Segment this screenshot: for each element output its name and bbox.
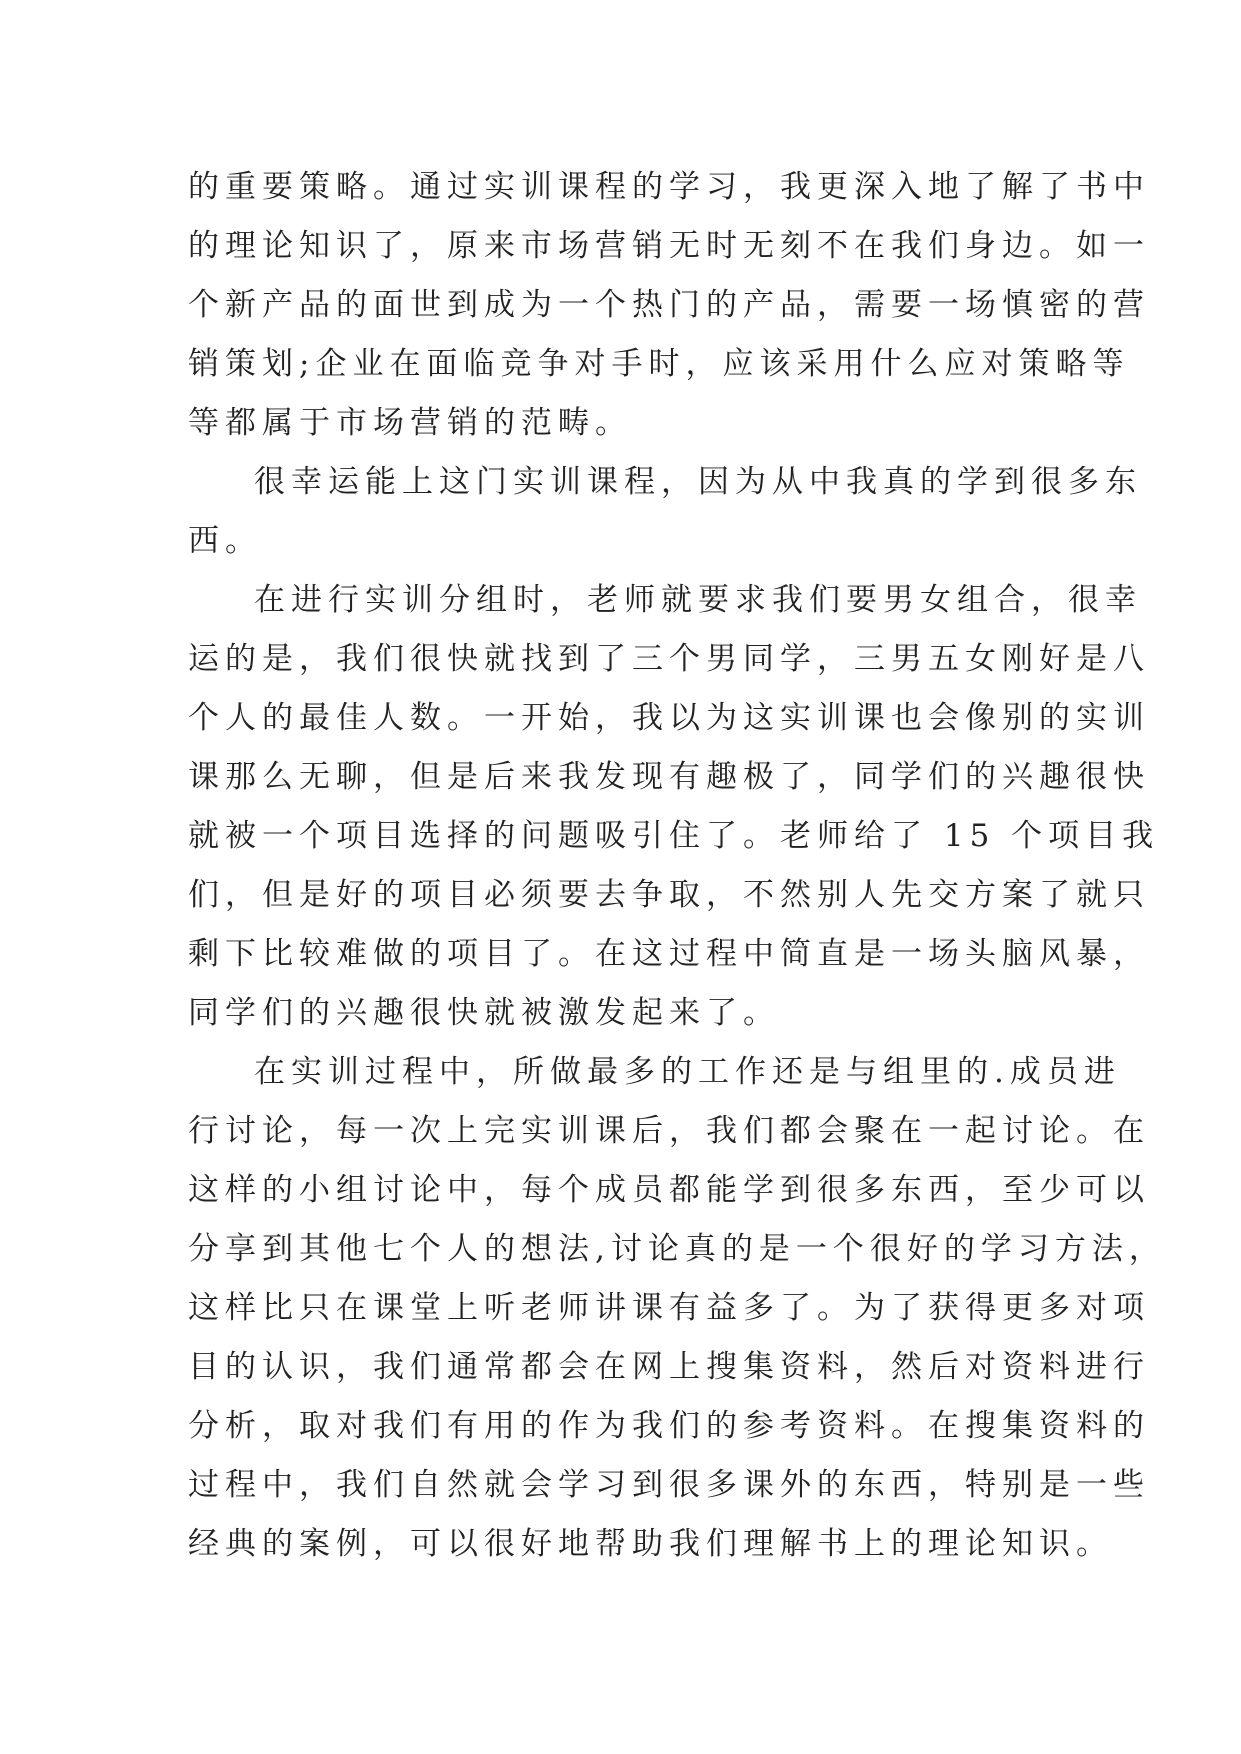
text-line-10: 个人的最佳人数。一开始，我以为这实训课也会像别的实训 — [188, 700, 1150, 736]
text-line-17: 行讨论，每一次上完实训课后，我们都会聚在一起讨论。在 — [188, 1113, 1150, 1149]
text-line-3: 个新产品的面世到成为一个热门的产品，需要一场慎密的营 — [188, 287, 1150, 323]
text-line-8: 在进行实训分组时，老师就要求我们要男女组合，很幸 — [254, 582, 1142, 618]
text-line-15: 同学们的兴趣很快就被激发起来了。 — [188, 995, 780, 1031]
text-line-22: 分析，取对我们有用的作为我们的参考资料。在搜集资料的 — [188, 1408, 1150, 1444]
text-line-2: 的理论知识了，原来市场营销无时无刻不在我们身边。如一 — [188, 228, 1150, 264]
text-line-23: 过程中，我们自然就会学习到很多课外的东西，特别是一些 — [188, 1467, 1150, 1503]
text-line-20: 这样比只在课堂上听老师讲课有益多了。为了获得更多对项 — [188, 1290, 1150, 1326]
text-line-7: 西。 — [188, 523, 262, 559]
text-line-9: 运的是，我们很快就找到了三个男同学，三男五女刚好是八 — [188, 641, 1150, 677]
text-line-12: 就被一个项目选择的问题吸引住了。老师给了 15 个项目我 — [188, 818, 1160, 854]
document-body — [188, 158, 1166, 1574]
text-line-18: 这样的小组讨论中，每个成员都能学到很多东西，至少可以 — [188, 1172, 1150, 1208]
text-line-21: 目的认识，我们通常都会在网上搜集资料，然后对资料进行 — [188, 1349, 1150, 1385]
text-line-19: 分享到其他七个人的想法,讨论真的是一个很好的学习方法， — [188, 1231, 1166, 1267]
text-line-4: 销策划;企业在面临竞争对手时，应该采用什么应对策略等 — [188, 346, 1130, 382]
text-line-14: 剩下比较难做的项目了。在这过程中简直是一场头脑风暴， — [188, 936, 1150, 972]
text-line-6: 很幸运能上这门实训课程，因为从中我真的学到很多东 — [254, 464, 1142, 500]
text-line-24: 经典的案例，可以很好地帮助我们理解书上的理论知识。 — [188, 1526, 1113, 1562]
text-line-16: 在实训过程中，所做最多的工作还是与组里的.成员进 — [254, 1054, 1121, 1090]
text-line-11: 课那么无聊，但是后来我发现有趣极了，同学们的兴趣很快 — [188, 759, 1150, 795]
text-line-1: 的重要策略。通过实训课程的学习，我更深入地了解了书中 — [188, 169, 1150, 205]
text-line-5: 等都属于市场营销的范畴。 — [188, 405, 632, 441]
text-line-13: 们，但是好的项目必须要去争取，不然别人先交方案了就只 — [188, 877, 1150, 913]
